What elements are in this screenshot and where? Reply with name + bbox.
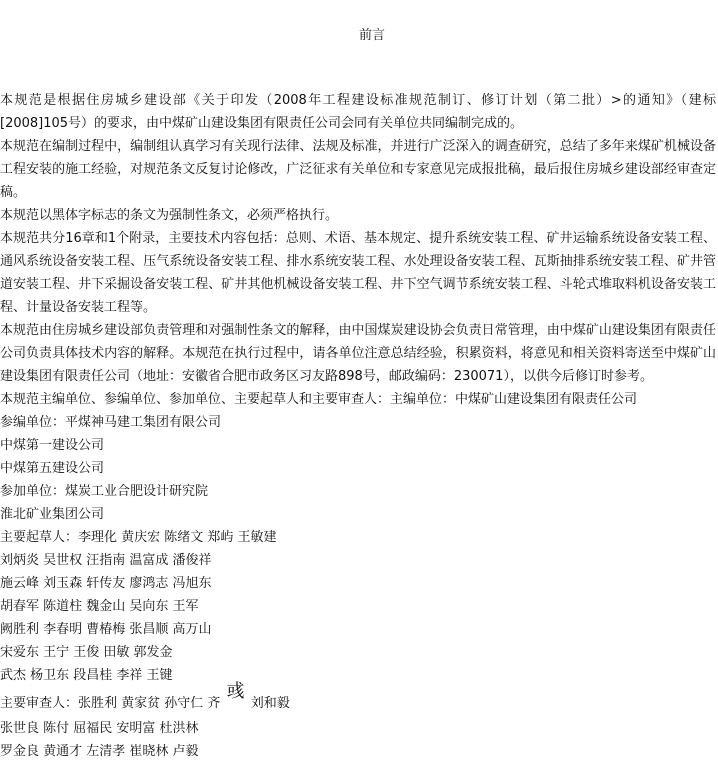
page-title: 前言 (358, 28, 385, 43)
drafter-line: 宋爱东 王宁 王俊 田敏 郭发金 (0, 645, 173, 660)
paragraph-management: 本规范由住房城乡建设部负责管理和对强制性条文的解释，由中国煤炭建设协会负责日常管理，由中煤矿山建设集团有限责任公司负责具体技术内容的解释。本规范在执行过程中，请各单位注意总结经验，积累资料，将意见和相关资料寄送至中煤矿山建设集团有限责任公司（地址：安徽省合肥市政务区习友路898号，邮政编码：230071），以供今后修订时参考。 (0, 323, 716, 384)
reviewer-suffix: 刘和毅 (250, 696, 290, 711)
drafter-line: 武杰 杨卫东 段昌桂 李祥 王键 (0, 668, 173, 683)
participating-unit-line: 中煤第五建设公司 (0, 461, 105, 476)
drafter-line: 施云峰 刘玉森 轩传友 廖鸿志 冯旭东 (0, 576, 212, 591)
drafter-line: 阙胜利 李春明 曹椿梅 张昌顺 高万山 (0, 622, 212, 637)
reviewer-line: 张世良 陈付 屈福民 安明富 杜洪林 (0, 721, 199, 736)
joining-unit-line: 参加单位：煤炭工业合肥设计研究院 (0, 484, 209, 499)
paragraph-compilation: 本规范在编制过程中，编制组认真学习有关现行法律、法规及标准，并进行广泛深入的调查研究，总结了多年来煤矿机械设备工程安装的施工经验，对规范条文反复讨论修改，广泛征求有关单位和专家意见完成报批稿，最后报住房城乡建设部经审查定稿。 (0, 139, 716, 200)
reviewer-prefix: 主要审查人：张胜利 黄家贫 孙守仁 齐 (0, 696, 221, 711)
participating-unit-line: 参编单位：平煤神马建工集团有限公司 (0, 415, 222, 430)
paragraph-mandatory-clauses: 本规范以黑体字标志的条文为强制性条文，必须严格执行。 (0, 208, 339, 223)
drafter-line: 主要起草人：李理化 黄庆宏 陈绪文 郑屿 王敏建 (0, 530, 277, 545)
paragraph-technical-content: 本规范共分16章和1个附录，主要技术内容包括：总则、术语、基本规定、提升系统安装工程、矿井运输系统设备安装工程、通风系统设备安装工程、压气系统设备安装工程、排水系统安装工程、水处理设备安装工程、瓦斯抽排系统安装工程、矿井管道安装工程、井下采掘设备安装工程、矿井其他机械设备安装工程、井下空气调节系统安装工程、斗轮式堆取料机设备安装工程、计量设备安装工程等。 (0, 231, 716, 315)
participating-unit-line: 中煤第一建设公司 (0, 438, 105, 453)
drafter-line: 刘炳炎 吴世权 汪指南 温富成 潘俊祥 (0, 553, 212, 568)
paragraph-basis: 本规范是根据住房城乡建设部《关于印发（2008年工程建设标准规范制订、修订计划（第二批）>的通知》（建标[2008]105号）的要求，由中煤矿山建设集团有限责任公司会同有关单位共同编制完成的。 (0, 93, 716, 131)
reviewer-line (0, 681, 716, 717)
reviewer-large-character: 彧 (226, 681, 245, 702)
drafter-line: 胡春军 陈道柱 魏金山 吴向东 王军 (0, 599, 199, 614)
joining-unit-line: 淮北矿业集团公司 (0, 507, 105, 522)
document-body (0, 89, 716, 763)
credits-intro-line: 本规范主编单位、参编单位、参加单位、主要起草人和主要审查人：主编单位：中煤矿山建设集团有限责任公司 (0, 392, 638, 407)
reviewer-line: 罗金良 黄通才 左清孝 崔晓林 卢毅 (0, 744, 199, 759)
